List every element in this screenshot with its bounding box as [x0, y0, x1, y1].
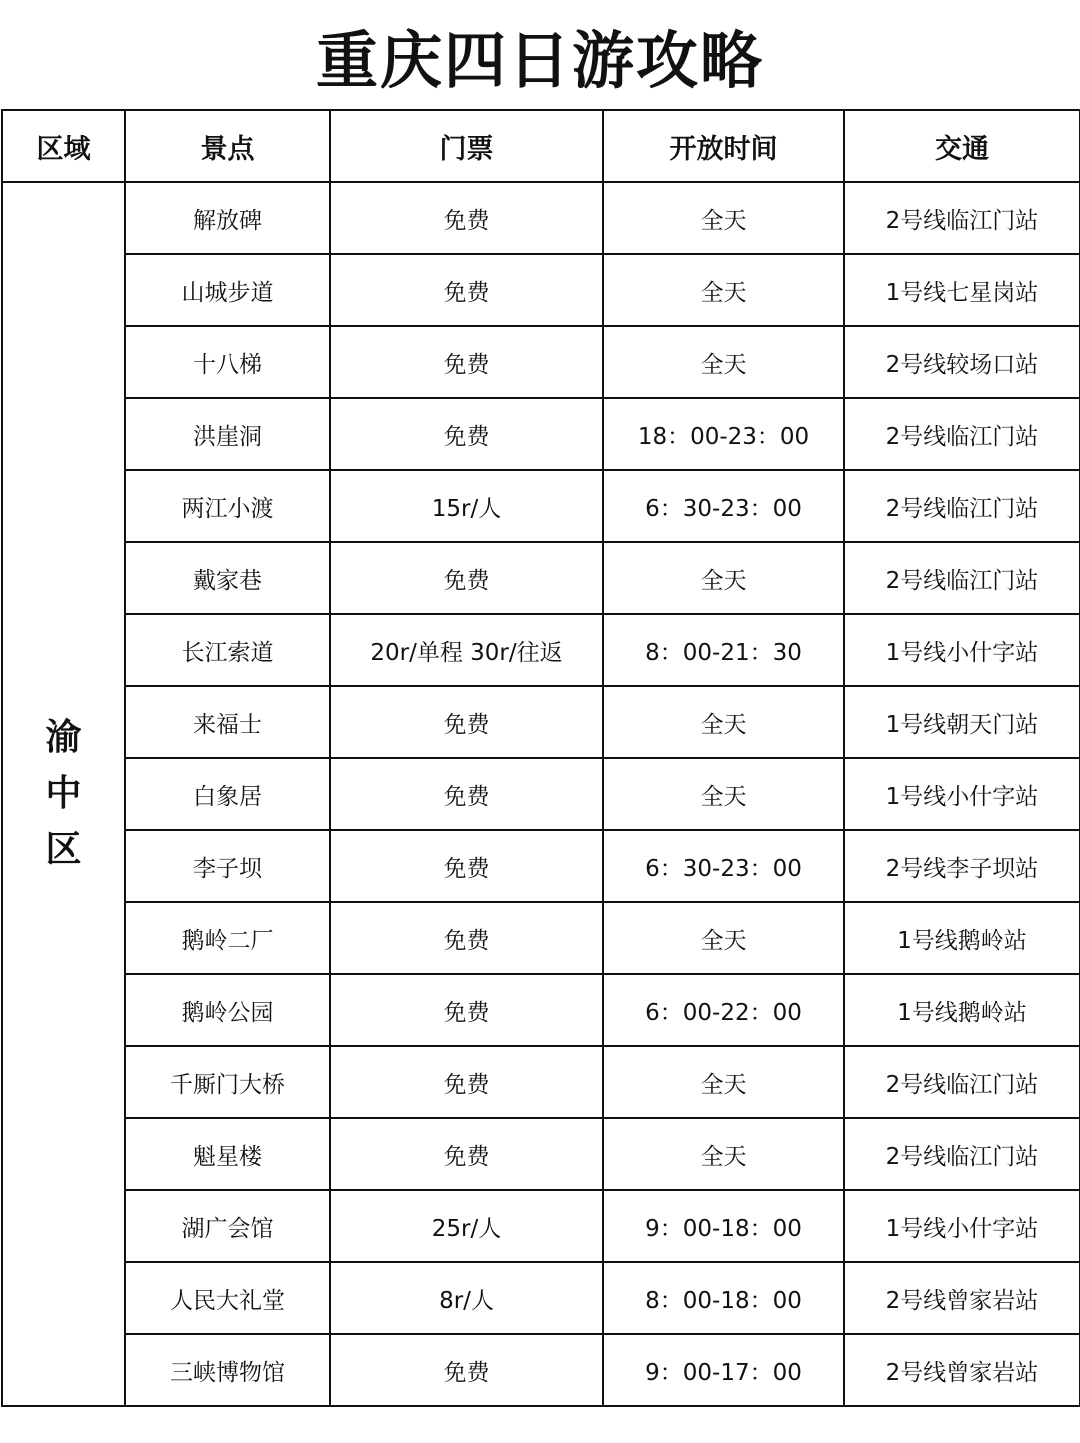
table-header: [2, 110, 1080, 182]
table-row: [2, 1334, 1080, 1406]
hours-cell: 9：00-18：00: [603, 1190, 844, 1262]
transport-cell: 2号线临江门站: [844, 182, 1080, 254]
spot-cell: 白象居: [125, 758, 330, 830]
hours-cell: 全天: [603, 1118, 844, 1190]
table-row: [2, 326, 1080, 398]
table-row: [2, 1046, 1080, 1118]
transport-cell: 2号线曾家岩站: [844, 1262, 1080, 1334]
transport-cell: 2号线李子坝站: [844, 830, 1080, 902]
table-row: [2, 902, 1080, 974]
spot-cell: 两江小渡: [125, 470, 330, 542]
spot-cell: 山城步道: [125, 254, 330, 326]
header-row: [2, 110, 1080, 182]
ticket-cell: 免费: [330, 1334, 603, 1406]
hours-cell: 全天: [603, 542, 844, 614]
hours-cell: 6：30-23：00: [603, 470, 844, 542]
spot-cell: 湖广会馆: [125, 1190, 330, 1262]
ticket-cell: 免费: [330, 326, 603, 398]
ticket-cell: 免费: [330, 1046, 603, 1118]
hours-cell: 全天: [603, 686, 844, 758]
table-row: [2, 686, 1080, 758]
ticket-cell: 免费: [330, 398, 603, 470]
transport-cell: 1号线小什字站: [844, 758, 1080, 830]
ticket-cell: 免费: [330, 542, 603, 614]
hours-cell: 全天: [603, 254, 844, 326]
transport-cell: 1号线小什字站: [844, 614, 1080, 686]
transport-cell: 2号线临江门站: [844, 470, 1080, 542]
spot-cell: 鹅岭公园: [125, 974, 330, 1046]
table-row: [2, 542, 1080, 614]
header-spot: 景点: [125, 110, 330, 182]
spot-cell: 戴家巷: [125, 542, 330, 614]
transport-cell: 2号线临江门站: [844, 398, 1080, 470]
table-row: [2, 1262, 1080, 1334]
district-label: 渝中区: [45, 717, 82, 870]
hours-cell: 8：00-18：00: [603, 1262, 844, 1334]
spot-cell: 解放碑: [125, 182, 330, 254]
transport-cell: 2号线临江门站: [844, 1118, 1080, 1190]
ticket-cell: 免费: [330, 182, 603, 254]
spot-cell: 千厮门大桥: [125, 1046, 330, 1118]
hours-cell: 8：00-21：30: [603, 614, 844, 686]
table-row: [2, 1118, 1080, 1190]
transport-cell: 1号线小什字站: [844, 1190, 1080, 1262]
table-row: [2, 254, 1080, 326]
spot-cell: 李子坝: [125, 830, 330, 902]
transport-cell: 2号线曾家岩站: [844, 1334, 1080, 1406]
table-row: [2, 974, 1080, 1046]
ticket-cell: 8r/人: [330, 1262, 603, 1334]
header-district: 区域: [2, 110, 125, 182]
ticket-cell: 免费: [330, 686, 603, 758]
spot-cell: 魁星楼: [125, 1118, 330, 1190]
transport-cell: 2号线较场口站: [844, 326, 1080, 398]
hours-cell: 全天: [603, 182, 844, 254]
hours-cell: 全天: [603, 326, 844, 398]
spot-cell: 人民大礼堂: [125, 1262, 330, 1334]
spot-cell: 三峡博物馆: [125, 1334, 330, 1406]
transport-cell: 2号线临江门站: [844, 542, 1080, 614]
hours-cell: 6：00-22：00: [603, 974, 844, 1046]
table-row: [2, 398, 1080, 470]
ticket-cell: 免费: [330, 830, 603, 902]
hours-cell: 6：30-23：00: [603, 830, 844, 902]
hours-cell: 全天: [603, 902, 844, 974]
table-row: [2, 470, 1080, 542]
hours-cell: 全天: [603, 1046, 844, 1118]
hours-cell: 18：00-23：00: [603, 398, 844, 470]
transport-cell: 2号线临江门站: [844, 1046, 1080, 1118]
table-row: [2, 830, 1080, 902]
table-row: [2, 182, 1080, 254]
ticket-cell: 免费: [330, 1118, 603, 1190]
table-row: [2, 614, 1080, 686]
hours-cell: 9：00-17：00: [603, 1334, 844, 1406]
ticket-cell: 25r/人: [330, 1190, 603, 1262]
transport-cell: 1号线七星岗站: [844, 254, 1080, 326]
itinerary-table: [1, 109, 1080, 1407]
ticket-cell: 免费: [330, 758, 603, 830]
spot-cell: 鹅岭二厂: [125, 902, 330, 974]
transport-cell: 1号线鹅岭站: [844, 974, 1080, 1046]
spot-cell: 长江索道: [125, 614, 330, 686]
page-title: 重庆四日游攻略: [315, 23, 764, 97]
spot-cell: 洪崖洞: [125, 398, 330, 470]
ticket-cell: 20r/单程 30r/往返: [330, 614, 603, 686]
header-transport: 交通: [844, 110, 1080, 182]
spot-cell: 来福士: [125, 686, 330, 758]
transport-cell: 1号线朝天门站: [844, 686, 1080, 758]
table-row: [2, 1190, 1080, 1262]
spot-cell: 十八梯: [125, 326, 330, 398]
table-body: [2, 182, 1080, 1406]
ticket-cell: 15r/人: [330, 470, 603, 542]
ticket-cell: 免费: [330, 902, 603, 974]
ticket-cell: 免费: [330, 254, 603, 326]
hours-cell: 全天: [603, 758, 844, 830]
ticket-cell: 免费: [330, 974, 603, 1046]
district-cell: [2, 182, 125, 1406]
transport-cell: 1号线鹅岭站: [844, 902, 1080, 974]
header-ticket: 门票: [330, 110, 603, 182]
header-hours: 开放时间: [603, 110, 844, 182]
table-row: [2, 758, 1080, 830]
